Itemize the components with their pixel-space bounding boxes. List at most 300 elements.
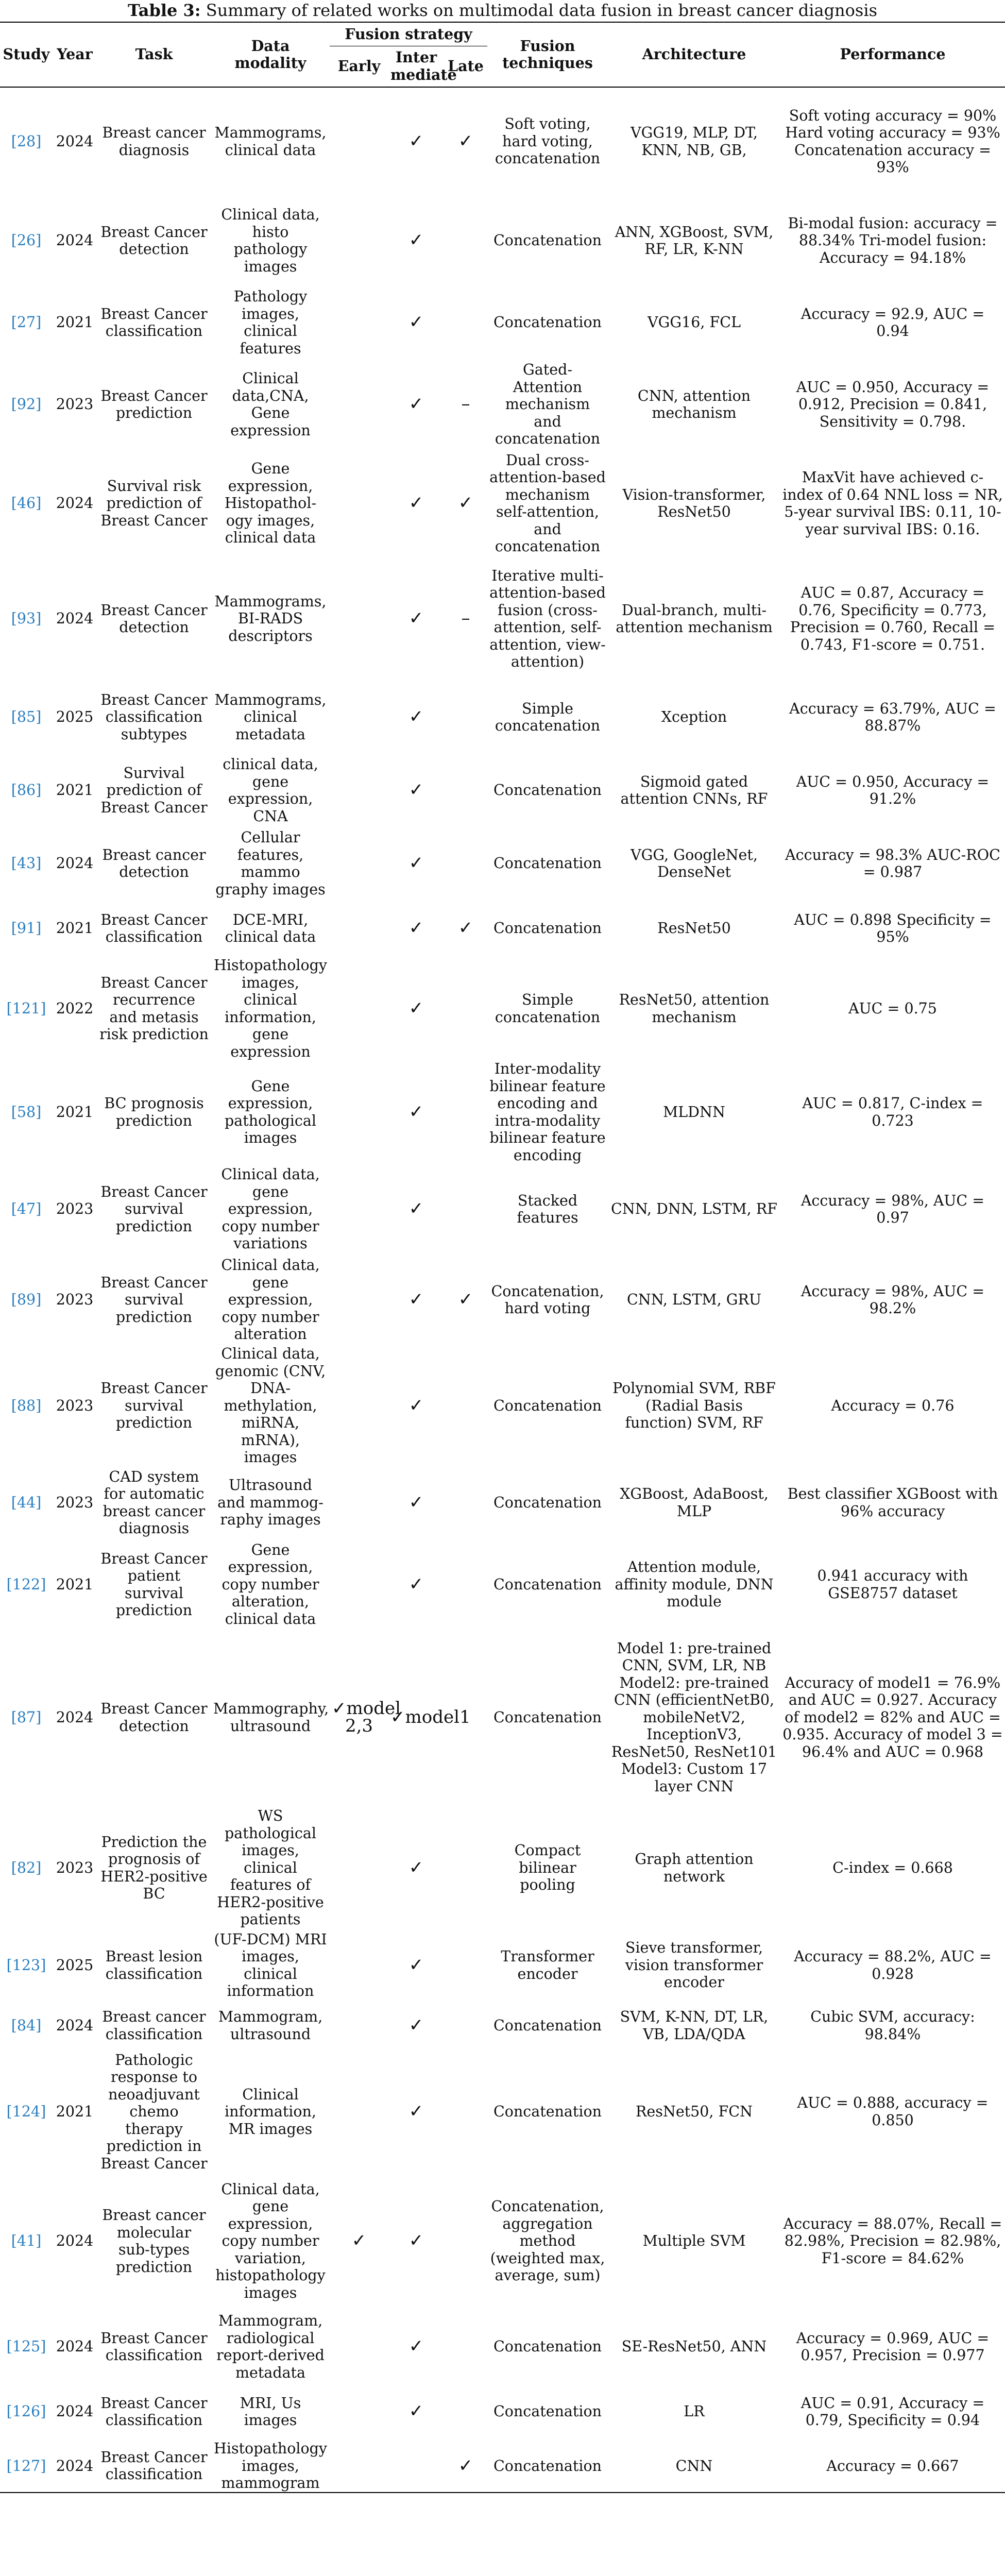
cell-study: [84] [11, 2016, 42, 2034]
table-row [0, 1931, 1005, 2000]
cell-late [444, 1466, 487, 1539]
cell-modality: Mammogram, ultrasound [218, 2008, 323, 2043]
cell-intermediate: ✓ [408, 779, 424, 801]
table-row [0, 1164, 1005, 1255]
related-works-table [0, 22, 1005, 2493]
cell-late: ✓ [458, 493, 473, 514]
cell-study: [122] [6, 1575, 46, 1593]
cell-techniques: Concatenation [493, 314, 602, 331]
table-row [0, 754, 1005, 827]
cell-performance: AUC = 0.91, Accuracy = 0.79, Specificity = 0.94 [800, 2394, 985, 2429]
cell-architecture: VGG16, FCL [647, 314, 741, 331]
cell-modality: Pathology images, clinical features [233, 288, 308, 357]
cell-intermediate [388, 2440, 444, 2493]
cell-performance: MaxVit have achieved c-index of 0.64 NNL loss = NR, 5-year survival IBS: 0.11, 10-year survival IBS: 0.16. [782, 469, 1003, 538]
cell-techniques: Concatenation [493, 2103, 602, 2120]
cell-late [444, 1345, 487, 1466]
cell-techniques: Inter-modality bilinear feature encoding and intra-modality bilinear feature encoding [489, 1060, 606, 1164]
cell-year: 2024 [56, 2232, 94, 2250]
table-row [0, 2383, 1005, 2440]
cell-early [330, 1060, 388, 1164]
table-row [0, 87, 1005, 195]
cell-techniques: Concatenation, aggregation method (weighted max, average, sum) [490, 2198, 605, 2284]
cell-techniques: Transformer encoder [501, 1948, 594, 1982]
cell-intermediate: ✓ [408, 130, 424, 151]
cell-year: 2023 [56, 1397, 94, 1414]
table-row [0, 195, 1005, 286]
cell-late [444, 2000, 487, 2052]
cell-performance: Accuracy = 92.9, AUC = 0.94 [800, 305, 985, 340]
table-row [0, 957, 1005, 1060]
cell-year: 2021 [56, 314, 94, 331]
cell-modality: WS pathological images, clinical features of HER2-positive patients [217, 1807, 324, 1928]
header-fusion-strategy: Fusion strategy [330, 22, 487, 46]
cell-techniques: Concatenation [493, 1575, 602, 1593]
cell-intermediate: ✓ [408, 997, 424, 1019]
cell-early [330, 1931, 388, 2000]
table-row [0, 1255, 1005, 1345]
cell-task: Breast cancer molecular sub-types prediction [102, 2207, 206, 2276]
cell-performance: 0.941 accuracy with GSE8757 dataset [817, 1567, 968, 1602]
cell-performance: Soft voting accuracy = 90% Hard voting accuracy = 93% Concatenation accuracy = 93% [785, 107, 1000, 176]
header-performance: Performance [780, 22, 1005, 87]
cell-task: Breast Cancer classification [100, 2394, 208, 2429]
cell-intermediate: ✓ [408, 1198, 424, 1219]
cell-early [330, 681, 388, 754]
cell-modality: Histopathology images, mammogram [213, 2440, 328, 2492]
cell-architecture: CNN [675, 2457, 713, 2475]
caption-label: Table 3: [128, 1, 201, 20]
cell-architecture: Attention module, affinity module, DNN module [615, 1558, 774, 1611]
cell-year: 2024 [56, 2457, 94, 2475]
cell-study: [47] [11, 1200, 42, 1218]
cell-architecture: Model 1: pre-trained CNN, SVM, LR, NB Model2: pre-trained CNN (efficientNetB0, mobileNetV2, InceptionV3, ResNet50, ResNet101 Model3: Custom 17 layer CNN [611, 1639, 777, 1795]
cell-intermediate: ✓ [408, 608, 424, 629]
cell-intermediate: ✓ [408, 1492, 424, 1513]
cell-architecture: Vision-transformer, ResNet50 [622, 486, 766, 520]
cell-late [444, 1539, 487, 1630]
cell-architecture: SVM, K-NN, DT, LR, VB, LDA/QDA [620, 2008, 769, 2043]
cell-study: [26] [11, 232, 42, 249]
cell-performance: Best classifier XGBoost with 96% accuracy [787, 1485, 998, 1520]
cell-modality: Clinical data, genomic (CNV, DNA-methylation, miRNA, mRNA), images [215, 1345, 326, 1466]
cell-year: 2023 [56, 396, 94, 413]
cell-performance: Accuracy = 63.79%, AUC = 88.87% [789, 700, 996, 734]
cell-modality: Cellular features, mammo graphy images [215, 829, 326, 898]
cell-modality: Clinical information, MR images [225, 2086, 316, 2138]
cell-late [444, 1931, 487, 2000]
cell-techniques: Concatenation [493, 2338, 602, 2355]
cell-late [444, 681, 487, 754]
cell-techniques: Simple concatenation [495, 700, 601, 734]
cell-modality: Gene expression, copy number alteration, clinical data [222, 1541, 319, 1628]
cell-late: ✓ [458, 2455, 473, 2476]
cell-task: Breast Cancer detection [100, 601, 208, 636]
header-techniques: Fusion techniques [487, 22, 608, 87]
cell-modality: Mammograms, BI-RADS descriptors [214, 592, 327, 645]
table-row [0, 450, 1005, 557]
cell-intermediate: ✓ [408, 1101, 424, 1122]
cell-modality: Clinical data, gene expression, copy number alteration [221, 1257, 320, 1343]
cell-late [444, 957, 487, 1060]
cell-modality: Mammograms, clinical data [214, 124, 327, 159]
cell-early [330, 359, 388, 450]
cell-techniques: Concatenation [493, 1494, 602, 1511]
table-row [0, 359, 1005, 450]
cell-intermediate: ✓ [408, 394, 424, 415]
cell-modality: Mammograms, clinical metadata [214, 691, 327, 743]
table-row [0, 1539, 1005, 1630]
cell-modality: Clinical data,CNA, Gene expression [230, 370, 311, 439]
cell-performance: Accuracy = 98%, AUC = 98.2% [800, 1282, 985, 1317]
cell-year: 2023 [56, 1291, 94, 1309]
cell-late [444, 1805, 487, 1931]
table-row [0, 1345, 1005, 1466]
cell-performance: AUC = 0.950, Accuracy = 91.2% [796, 773, 990, 807]
cell-intermediate: ✓ [408, 1954, 424, 1975]
cell-task: Breast cancer classification [102, 2008, 206, 2043]
cell-early [330, 1345, 388, 1466]
cell-early [330, 557, 388, 681]
cell-year: 2023 [56, 1494, 94, 1511]
cell-performance: C-index = 0.668 [832, 1859, 953, 1876]
cell-late [444, 827, 487, 900]
cell-year: 2023 [56, 1859, 94, 1876]
table-row [0, 1630, 1005, 1805]
cell-early [330, 1805, 388, 1931]
cell-techniques: Concatenation [493, 232, 602, 249]
cell-techniques: Dual cross-attention-based mechanism self-attention, and concatenation [489, 451, 606, 555]
cell-intermediate: ✓ [408, 493, 424, 514]
cell-techniques: Concatenation [493, 1397, 602, 1414]
cell-modality: Clinical data, histo pathology images [221, 206, 320, 275]
cell-late [444, 2310, 487, 2383]
cell-performance: Cubic SVM, accuracy: 98.84% [810, 2008, 975, 2043]
cell-year: 2024 [56, 495, 94, 512]
cell-intermediate: ✓ [408, 230, 424, 251]
cell-intermediate: ✓ [408, 1573, 424, 1595]
cell-task: Breast Cancer classification [100, 2329, 208, 2364]
cell-year: 2024 [56, 2403, 94, 2420]
cell-early [330, 2052, 388, 2173]
cell-late: ✓ [458, 918, 473, 939]
cell-intermediate: ✓ [408, 1289, 424, 1310]
cell-architecture: Multiple SVM [642, 2232, 746, 2250]
cell-intermediate: ✓ [408, 312, 424, 333]
cell-year: 2021 [56, 782, 94, 799]
cell-modality: Mammography, ultrasound [213, 1700, 329, 1735]
header-study: Study [0, 22, 53, 87]
cell-year: 2021 [56, 2103, 94, 2120]
cell-architecture: LR [684, 2403, 705, 2420]
cell-architecture: MLDNN [663, 1103, 725, 1121]
cell-techniques: Concatenation [493, 855, 602, 872]
cell-year: 2021 [56, 920, 94, 937]
cell-intermediate: ✓ [408, 706, 424, 727]
cell-modality: clinical data, gene expression, CNA [223, 756, 318, 825]
cell-early [330, 2440, 388, 2493]
cell-year: 2024 [56, 2338, 94, 2355]
cell-performance: AUC = 0.950, Accuracy = 0.912, Precision = 0.841, Sensitivity = 0.798. [796, 378, 990, 430]
cell-study: [82] [11, 1859, 42, 1876]
cell-year: 2024 [56, 232, 94, 249]
cell-performance: AUC = 0.888, accuracy = 0.850 [797, 2094, 989, 2129]
cell-architecture: ResNet50, FCN [635, 2103, 753, 2120]
table-row [0, 2310, 1005, 2383]
cell-task: Breast Cancer classification [100, 911, 208, 945]
cell-study: [91] [11, 920, 42, 937]
cell-intermediate: ✓ [408, 2336, 424, 2357]
cell-architecture: CNN, attention mechanism [637, 387, 751, 421]
cell-techniques: Concatenation [493, 1708, 602, 1726]
cell-task: Breast Cancer classification [100, 2448, 208, 2483]
cell-year: 2025 [56, 1956, 94, 1974]
cell-intermediate: ✓model1 [390, 1706, 471, 1727]
header-modality: Data modality [211, 22, 330, 87]
cell-architecture: Dual-branch, multi-attention mechanism [616, 601, 773, 636]
cell-techniques: Concatenation, hard voting [491, 1282, 604, 1317]
cell-study: [89] [11, 1291, 42, 1309]
cell-task: Prediction the prognosis of HER2-positive BC [100, 1833, 208, 1902]
cell-early [330, 2000, 388, 2052]
header-year: Year [53, 22, 97, 87]
cell-study: [125] [6, 2338, 46, 2355]
cell-architecture: ResNet50, attention mechanism [619, 991, 770, 1026]
cell-techniques: Compact bilinear pooling [514, 1842, 581, 1894]
cell-task: Breast cancer detection [102, 846, 206, 880]
table-row [0, 2000, 1005, 2052]
cell-performance: Accuracy = 88.07%, Recall = 82.98%, Precision = 82.98%, F1-score = 84.62% [783, 2215, 1002, 2267]
table-row [0, 827, 1005, 900]
cell-task: Pathologic response to neoadjuvant chemo therapy prediction in Breast Cancer [100, 2051, 208, 2172]
cell-task: CAD system for automatic breast cancer diagnosis [103, 1468, 206, 1537]
cell-modality: Ultrasound and mammog-raphy images [217, 1477, 323, 1529]
cell-task: Breast Cancer recurrence and metasis risk prediction [99, 974, 209, 1043]
cell-task: Survival risk prediction of Breast Cancer [100, 477, 208, 529]
cell-late [444, 286, 487, 359]
cell-performance: Accuracy = 0.969, AUC = 0.957, Precision = 0.977 [796, 2329, 990, 2364]
cell-modality: Clinical data, gene expression, copy number variations [221, 1166, 320, 1252]
cell-early [330, 900, 388, 957]
cell-architecture: Xception [661, 708, 727, 726]
cell-techniques: Stacked features [517, 1192, 578, 1226]
header-architecture: Architecture [608, 22, 780, 87]
table-row [0, 2440, 1005, 2493]
cell-performance: Accuracy = 88.2%, AUC = 0.928 [794, 1948, 992, 1982]
cell-year: 2024 [56, 855, 94, 872]
cell-early [330, 1255, 388, 1345]
cell-performance: AUC = 0.87, Accuracy = 0.76, Specificity = 0.773, Precision = 0.760, Recall = 0.743, F1-score = 0.751. [790, 584, 996, 653]
cell-techniques: Gated-Attention mechanism and concatenation [495, 361, 601, 448]
cell-late [444, 1164, 487, 1255]
table-row [0, 1466, 1005, 1539]
table-row [0, 2172, 1005, 2310]
cell-intermediate: ✓ [408, 2101, 424, 2122]
cell-task: Breast Cancer survival prediction [100, 1274, 208, 1326]
cell-techniques: Concatenation [493, 782, 602, 799]
cell-techniques: Soft voting, hard voting, concatenation [495, 115, 601, 167]
cell-task: Breast Cancer survival prediction [100, 1380, 208, 1431]
cell-year: 2024 [56, 2016, 94, 2034]
cell-architecture: Sieve transformer, vision transformer encoder [625, 1939, 763, 1991]
cell-task: Breast Cancer classification subtypes [100, 691, 208, 743]
cell-late [444, 2172, 487, 2310]
cell-study: [58] [11, 1103, 42, 1121]
cell-late: – [461, 394, 470, 415]
cell-late: ✓ [458, 130, 473, 151]
table-body [0, 87, 1005, 2493]
cell-study: [121] [6, 999, 46, 1017]
cell-architecture: SE-ResNet50, ANN [621, 2338, 767, 2355]
cell-late [444, 2383, 487, 2440]
cell-late [444, 2052, 487, 2173]
cell-architecture: VGG19, MLP, DT, KNN, NB, GB, [631, 124, 758, 159]
cell-performance: Bi-modal fusion: accuracy = 88.34% Tri-model fusion: Accuracy = 94.18% [788, 214, 998, 266]
cell-modality: MRI, Us images [240, 2394, 301, 2429]
cell-modality: Gene expression, pathological images [225, 1077, 316, 1146]
cell-intermediate: ✓ [408, 2014, 424, 2036]
table-row [0, 557, 1005, 681]
cell-study: [27] [11, 314, 42, 331]
cell-early [330, 286, 388, 359]
cell-architecture: Polynomial SVM, RBF (Radial Basis function) SVM, RF [612, 1380, 776, 1431]
cell-task: Breast lesion classification [105, 1948, 203, 1982]
table-row [0, 2052, 1005, 2173]
cell-architecture: VGG, GoogleNet, DenseNet [631, 846, 758, 880]
cell-study: [124] [6, 2103, 46, 2120]
cell-intermediate: ✓ [408, 1395, 424, 1416]
cell-intermediate: ✓ [408, 853, 424, 874]
cell-performance: AUC = 0.75 [848, 999, 937, 1017]
cell-task: Breast Cancer prediction [100, 387, 208, 421]
cell-performance: Accuracy of model1 = 76.9% and AUC = 0.927. Accuracy of model2 = 82% and AUC = 0.935. Accuracy of model 3 = 96.4% and AUC = 0.968 [782, 1674, 1003, 1760]
cell-late: ✓ [458, 1289, 473, 1310]
cell-performance: AUC = 0.817, C-index = 0.723 [802, 1095, 983, 1129]
cell-task: Breast Cancer classification [100, 305, 208, 340]
cell-year: 2025 [56, 708, 94, 726]
cell-late [444, 195, 487, 286]
cell-modality: (UF-DCM) MRI images, clinical information [214, 1930, 327, 1999]
table-row [0, 1060, 1005, 1164]
cell-performance: Accuracy = 0.667 [826, 2457, 959, 2475]
cell-early [330, 450, 388, 557]
cell-early [330, 87, 388, 195]
cell-late [444, 1060, 487, 1164]
cell-study: [28] [11, 132, 42, 150]
cell-study: [43] [11, 855, 42, 872]
cell-early [330, 957, 388, 1060]
cell-early [330, 1164, 388, 1255]
cell-study: [123] [6, 1956, 46, 1974]
cell-study: [88] [11, 1397, 42, 1414]
caption-text: Summary of related works on multimodal data fusion in breast cancer diagnosis [206, 1, 877, 20]
cell-early [330, 1466, 388, 1539]
cell-intermediate: ✓ [408, 2401, 424, 2422]
cell-early: ✓model 2,3 [332, 1698, 401, 1736]
cell-late: – [461, 608, 470, 629]
table-row [0, 681, 1005, 754]
cell-early [330, 827, 388, 900]
cell-study: [92] [11, 396, 42, 413]
cell-modality: Gene expression, Histopathol-ogy images, clinical data [224, 460, 317, 547]
cell-early [330, 1539, 388, 1630]
cell-architecture: XGBoost, AdaBoost, MLP [620, 1485, 769, 1520]
cell-study: [41] [11, 2232, 42, 2250]
cell-performance: Accuracy = 98%, AUC = 0.97 [800, 1192, 985, 1226]
cell-year: 2024 [56, 610, 94, 628]
cell-architecture: ANN, XGBoost, SVM, RF, LR, K-NN [615, 223, 774, 258]
cell-late [444, 754, 487, 827]
header-late: Late [444, 46, 487, 87]
cell-study: [127] [6, 2457, 46, 2475]
cell-techniques: Concatenation [493, 2016, 602, 2034]
cell-architecture: CNN, LSTM, GRU [627, 1291, 761, 1309]
cell-task: Breast Cancer survival prediction [100, 1183, 208, 1235]
cell-performance: Accuracy = 98.3% AUC-ROC = 0.987 [785, 846, 1000, 880]
cell-year: 2023 [56, 1200, 94, 1218]
cell-architecture: Sigmoid gated attention CNNs, RF [620, 773, 768, 807]
header-early: Early [330, 46, 388, 87]
cell-early [330, 2310, 388, 2383]
cell-task: Breast Cancer patient survival prediction [100, 1550, 208, 1619]
cell-year: 2022 [56, 999, 94, 1017]
table-row [0, 286, 1005, 359]
cell-study: [87] [11, 1708, 42, 1726]
cell-intermediate: ✓ [408, 2230, 424, 2251]
table-row [0, 900, 1005, 957]
cell-study: [85] [11, 708, 42, 726]
cell-task: Breast cancer diagnosis [102, 124, 206, 159]
cell-techniques: Concatenation [493, 2457, 602, 2475]
cell-early [330, 754, 388, 827]
cell-early [330, 195, 388, 286]
cell-performance: AUC = 0.898 Specificity = 95% [794, 911, 992, 945]
cell-architecture: CNN, DNN, LSTM, RF [611, 1200, 777, 1218]
cell-techniques: Concatenation [493, 920, 602, 937]
cell-modality: Histopathology images, clinical information, gene expression [213, 957, 328, 1060]
cell-early: ✓ [351, 2230, 367, 2251]
cell-modality: DCE-MRI, clinical data [225, 911, 316, 945]
header-task: Task [97, 22, 211, 87]
cell-study: [126] [6, 2403, 46, 2420]
cell-techniques: Concatenation [493, 2403, 602, 2420]
cell-intermediate: ✓ [408, 1857, 424, 1878]
cell-modality: Clinical data, gene expression, copy number variation, histopathology images [215, 2180, 326, 2301]
cell-techniques: Iterative multi-attention-based fusion (cross-attention, self-attention, view-attention) [489, 567, 606, 670]
cell-performance: Accuracy = 0.76 [831, 1397, 955, 1414]
cell-task: Breast Cancer detection [100, 223, 208, 258]
cell-architecture: Graph attention network [635, 1851, 754, 1885]
cell-year: 2024 [56, 1708, 94, 1726]
cell-task: Survival prediction of Breast Cancer [100, 764, 208, 816]
cell-year: 2021 [56, 1575, 94, 1593]
table-row [0, 1805, 1005, 1931]
cell-architecture: ResNet50 [657, 920, 731, 937]
cell-study: [46] [11, 495, 42, 512]
cell-techniques: Simple concatenation [495, 991, 601, 1026]
cell-study: [86] [11, 782, 42, 799]
cell-study: [44] [11, 1494, 42, 1511]
cell-year: 2021 [56, 1103, 94, 1121]
cell-task: BC prognosis prediction [104, 1095, 204, 1129]
cell-task: Breast Cancer detection [100, 1700, 208, 1735]
cell-intermediate: ✓ [408, 918, 424, 939]
cell-year: 2024 [56, 132, 94, 150]
table-caption [0, 0, 1005, 21]
cell-early [330, 2383, 388, 2440]
header-intermediate: Inter mediate [388, 46, 444, 87]
cell-study: [93] [11, 610, 42, 628]
